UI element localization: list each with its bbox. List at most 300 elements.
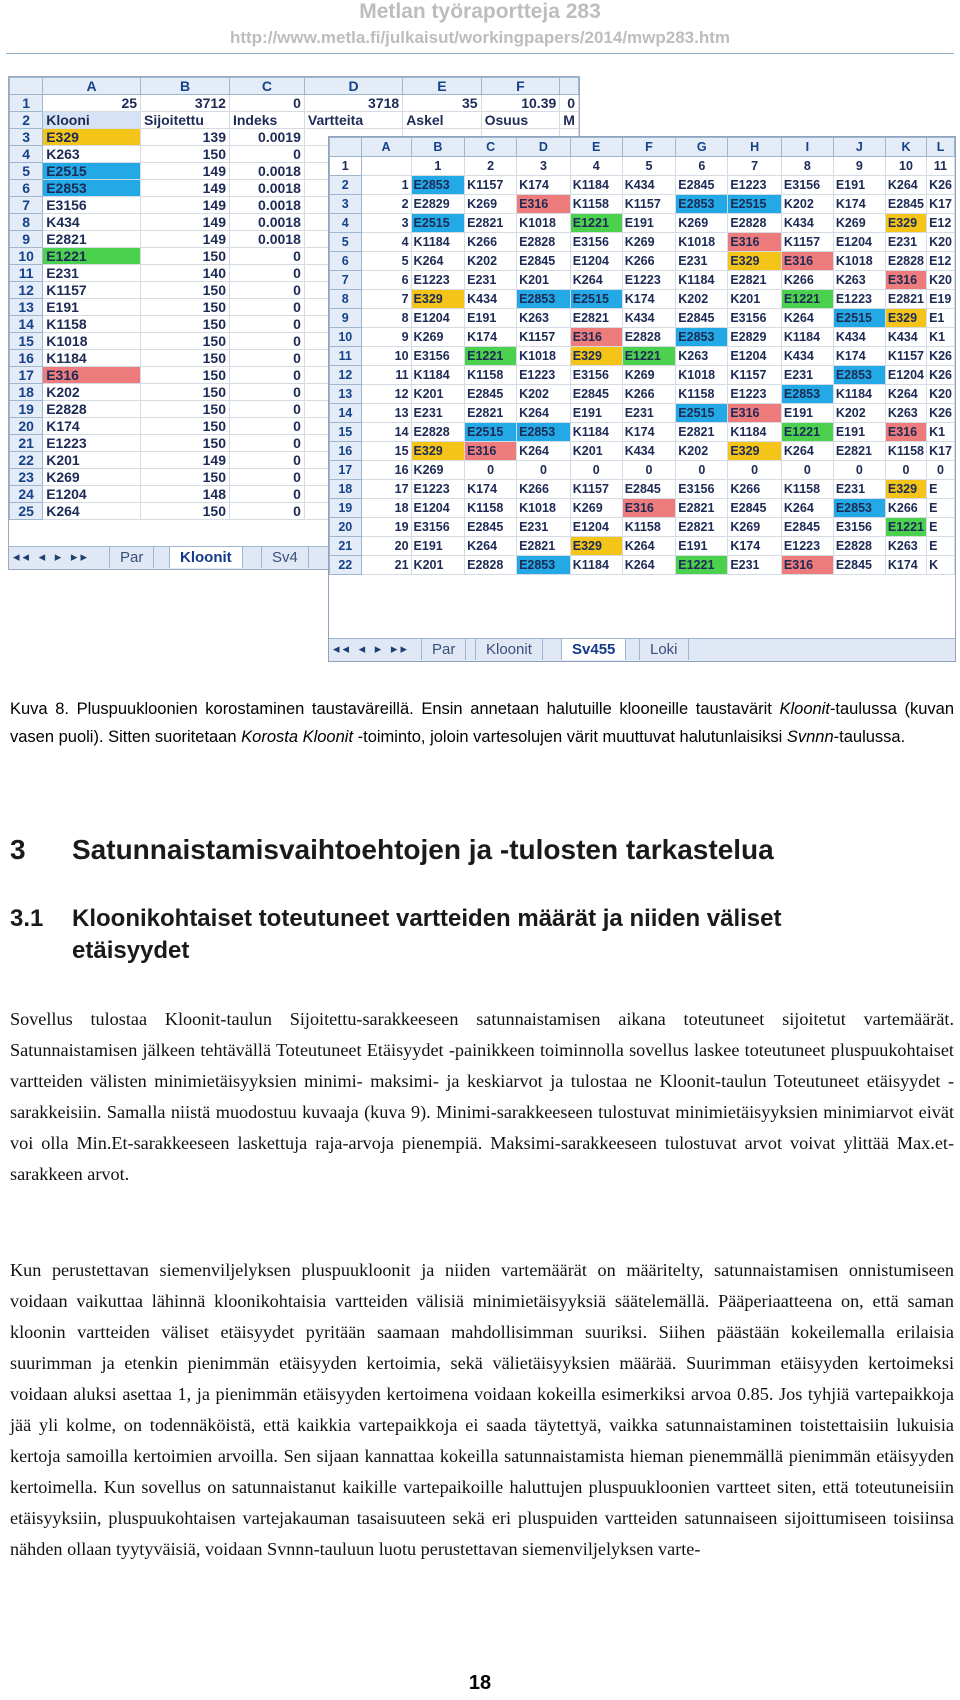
- sheet1-tab-par[interactable]: Par: [109, 547, 154, 568]
- sheet2-cell[interactable]: K266: [517, 480, 571, 499]
- sheet1-cell[interactable]: 150: [141, 146, 230, 163]
- sheet2-cell[interactable]: K174: [885, 556, 926, 575]
- sheet2-column-header[interactable]: I: [781, 138, 833, 157]
- sheet2-cell[interactable]: K201: [411, 556, 465, 575]
- sheet2-index-cell[interactable]: 11: [361, 366, 411, 385]
- sheet2-cell[interactable]: K174: [622, 423, 676, 442]
- sheet1-tab-nav-arrows[interactable]: ◂◂ ◂ ▸ ▸▸: [13, 549, 90, 564]
- sheet2-cell[interactable]: K266: [622, 385, 676, 404]
- sheet1-cell[interactable]: K263: [43, 146, 141, 163]
- sheet2-cell[interactable]: E2853: [411, 176, 465, 195]
- sheet2-cell[interactable]: E316: [885, 423, 926, 442]
- sheet2-cell[interactable]: E316: [885, 271, 926, 290]
- sheet2-index-cell[interactable]: 16: [361, 461, 411, 480]
- sheet1-cell[interactable]: Indeks: [229, 112, 304, 129]
- sheet2-cell[interactable]: E1223: [517, 366, 571, 385]
- sheet2-cell[interactable]: E2821: [885, 290, 926, 309]
- sheet1-row-header[interactable]: 23: [10, 469, 43, 486]
- sheet1-cell[interactable]: 3718: [304, 95, 402, 112]
- sheet2-cell[interactable]: E316: [465, 442, 517, 461]
- sheet2-cell[interactable]: K264: [885, 176, 926, 195]
- sheet2-cell[interactable]: E329: [570, 347, 622, 366]
- sheet2-index-cell[interactable]: 12: [361, 385, 411, 404]
- sheet1-row-header[interactable]: 9: [10, 231, 43, 248]
- sheet2-column-header[interactable]: C: [465, 138, 517, 157]
- sheet2-cell[interactable]: K1184: [411, 366, 465, 385]
- sheet2-cell[interactable]: K20: [927, 385, 955, 404]
- sheet2-cell[interactable]: E2515: [411, 214, 465, 233]
- sheet2-cell[interactable]: 0: [781, 461, 833, 480]
- sheet2-cell[interactable]: E316: [570, 328, 622, 347]
- sheet2-column-header[interactable]: G: [676, 138, 728, 157]
- sheet1-cell[interactable]: 149: [141, 180, 230, 197]
- sheet2-cell[interactable]: E1: [927, 309, 955, 328]
- sheet2-cell[interactable]: K264: [465, 537, 517, 556]
- sheet2-cell[interactable]: K17: [927, 442, 955, 461]
- sheet2-row-header[interactable]: 2: [330, 176, 362, 195]
- sheet1-cell[interactable]: E1221: [43, 248, 141, 265]
- sheet1-cell[interactable]: Osuus: [481, 112, 560, 129]
- sheet2-cell[interactable]: E231: [833, 480, 885, 499]
- sheet2-cell[interactable]: E2845: [570, 385, 622, 404]
- sheet1-row-header[interactable]: 20: [10, 418, 43, 435]
- sheet2-cell[interactable]: E2845: [465, 385, 517, 404]
- sheet2-cell[interactable]: K1157: [781, 233, 833, 252]
- sheet1-cell[interactable]: Sijoitettu: [141, 112, 230, 129]
- sheet2-cell[interactable]: K264: [781, 499, 833, 518]
- sheet1-cell[interactable]: 150: [141, 384, 230, 401]
- sheet2-cell[interactable]: K434: [622, 442, 676, 461]
- sheet2-row-header[interactable]: 1: [330, 157, 362, 176]
- sheet2-row-header[interactable]: 8: [330, 290, 362, 309]
- sheet2-cell[interactable]: E2515: [465, 423, 517, 442]
- sheet2-cell[interactable]: K201: [728, 290, 782, 309]
- sheet1-cell[interactable]: 150: [141, 333, 230, 350]
- sheet2-cell[interactable]: K1018: [676, 366, 728, 385]
- sheet2-index-cell[interactable]: 7: [361, 290, 411, 309]
- sheet2-cell[interactable]: K1157: [728, 366, 782, 385]
- sheet2-cell[interactable]: E1204: [570, 518, 622, 537]
- sheet2-cell[interactable]: E1204: [833, 233, 885, 252]
- sheet1-row-header[interactable]: 5: [10, 163, 43, 180]
- sheet1-row-header[interactable]: 3: [10, 129, 43, 146]
- sheet1-cell[interactable]: 139: [141, 129, 230, 146]
- sheet2-cell[interactable]: K269: [411, 328, 465, 347]
- sheet2-cell[interactable]: E1221: [781, 423, 833, 442]
- sheet2-index-cell[interactable]: 2: [465, 157, 517, 176]
- sheet2-row-header[interactable]: 12: [330, 366, 362, 385]
- sheet1-cell[interactable]: 0: [229, 503, 304, 520]
- sheet1-cell[interactable]: E316: [43, 367, 141, 384]
- sheet2-cell[interactable]: K264: [781, 442, 833, 461]
- sheet2-cell[interactable]: K1158: [465, 499, 517, 518]
- sheet1-cell[interactable]: 150: [141, 248, 230, 265]
- sheet2-cell[interactable]: E2853: [833, 499, 885, 518]
- sheet2-cell[interactable]: K202: [833, 404, 885, 423]
- sheet2-cell[interactable]: K201: [411, 385, 465, 404]
- sheet2-cell[interactable]: 0: [885, 461, 926, 480]
- sheet2-cell[interactable]: E1221: [781, 290, 833, 309]
- sheet2-cell[interactable]: E2821: [676, 423, 728, 442]
- sheet2-cell[interactable]: E: [927, 537, 955, 556]
- sheet1-cell[interactable]: 150: [141, 469, 230, 486]
- sheet2-cell[interactable]: K269: [411, 461, 465, 480]
- sheet2-cell[interactable]: E2853: [517, 556, 571, 575]
- sheet1-cell[interactable]: 149: [141, 197, 230, 214]
- sheet1-column-header[interactable]: D: [304, 78, 402, 95]
- sheet1-cell[interactable]: 149: [141, 452, 230, 469]
- sheet2-cell[interactable]: K1158: [676, 385, 728, 404]
- sheet2-cell[interactable]: K269: [465, 195, 517, 214]
- sheet2-cell[interactable]: K202: [465, 252, 517, 271]
- sheet1-cell[interactable]: E3156: [43, 197, 141, 214]
- sheet1-cell[interactable]: K1158: [43, 316, 141, 333]
- sheet2-index-cell[interactable]: 9: [361, 328, 411, 347]
- sheet2-cell[interactable]: 0: [465, 461, 517, 480]
- sheet1-row-header[interactable]: 10: [10, 248, 43, 265]
- sheet2-cell[interactable]: K1157: [465, 176, 517, 195]
- sheet2-cell[interactable]: K263: [885, 537, 926, 556]
- sheet2-cell[interactable]: K434: [622, 309, 676, 328]
- sheet1-cell[interactable]: 150: [141, 367, 230, 384]
- sheet2-cell[interactable]: E2845: [676, 176, 728, 195]
- sheet2-cell[interactable]: E2853: [781, 385, 833, 404]
- sheet2-column-header[interactable]: H: [728, 138, 782, 157]
- sheet1-row-header[interactable]: 6: [10, 180, 43, 197]
- sheet2-cell[interactable]: E2515: [570, 290, 622, 309]
- sheet2-cell[interactable]: E329: [728, 442, 782, 461]
- sheet1-column-header[interactable]: A: [43, 78, 141, 95]
- sheet2-index-cell[interactable]: 3: [361, 214, 411, 233]
- sheet2-row-header[interactable]: 11: [330, 347, 362, 366]
- sheet2-cell[interactable]: E231: [676, 252, 728, 271]
- sheet2-cell[interactable]: E231: [781, 366, 833, 385]
- sheet2-cell[interactable]: E2828: [465, 556, 517, 575]
- sheet2-cell[interactable]: E3156: [781, 176, 833, 195]
- sheet1-cell[interactable]: 0: [229, 95, 304, 112]
- sheet1-cell[interactable]: K264: [43, 503, 141, 520]
- sheet1-cell[interactable]: 150: [141, 299, 230, 316]
- sheet1-cell[interactable]: E191: [43, 299, 141, 316]
- sheet2-cell[interactable]: K434: [833, 328, 885, 347]
- sheet2-index-cell[interactable]: 18: [361, 499, 411, 518]
- sheet2-cell[interactable]: E2821: [465, 404, 517, 423]
- sheet1-row-header[interactable]: 7: [10, 197, 43, 214]
- sheet2-cell[interactable]: K1158: [570, 195, 622, 214]
- sheet2-row-header[interactable]: 13: [330, 385, 362, 404]
- sheet2-cell[interactable]: K174: [833, 195, 885, 214]
- sheet2-cell[interactable]: K26: [927, 366, 955, 385]
- sheet1-row-header[interactable]: 24: [10, 486, 43, 503]
- sheet1-cell[interactable]: 150: [141, 418, 230, 435]
- sheet1-cell[interactable]: 0.0019: [229, 129, 304, 146]
- sheet2-index-cell[interactable]: 4: [361, 233, 411, 252]
- sheet2-cell[interactable]: K174: [622, 290, 676, 309]
- sheet2-cell[interactable]: K264: [622, 537, 676, 556]
- sheet1-row-header[interactable]: 19: [10, 401, 43, 418]
- sheet1-row-header[interactable]: 16: [10, 350, 43, 367]
- sheet2-cell[interactable]: E1221: [465, 347, 517, 366]
- sheet2-index-cell[interactable]: 19: [361, 518, 411, 537]
- sheet1-cell[interactable]: K269: [43, 469, 141, 486]
- sheet2-cell[interactable]: [361, 157, 411, 176]
- sheet2-index-cell[interactable]: 8: [781, 157, 833, 176]
- sheet2-column-header[interactable]: K: [885, 138, 926, 157]
- sheet1-cell[interactable]: E329: [43, 129, 141, 146]
- sheet2-cell[interactable]: E3156: [728, 309, 782, 328]
- sheet2-cell[interactable]: E316: [781, 252, 833, 271]
- sheet2-cell[interactable]: K434: [465, 290, 517, 309]
- sheet2-cell[interactable]: 0: [927, 461, 955, 480]
- sheet2-cell[interactable]: K26: [927, 347, 955, 366]
- sheet2-cell[interactable]: K434: [622, 176, 676, 195]
- sheet2-cell[interactable]: E191: [411, 537, 465, 556]
- sheet2-cell[interactable]: E2515: [676, 404, 728, 423]
- sheet2-cell[interactable]: K1158: [622, 518, 676, 537]
- sheet2-index-cell[interactable]: 21: [361, 556, 411, 575]
- sheet1-cell[interactable]: 150: [141, 401, 230, 418]
- sheet1-cell[interactable]: K1157: [43, 282, 141, 299]
- sheet2-cell[interactable]: E1221: [885, 518, 926, 537]
- sheet2-cell[interactable]: E2845: [781, 518, 833, 537]
- sheet1-row-header[interactable]: 25: [10, 503, 43, 520]
- sheet1-cell[interactable]: 150: [141, 503, 230, 520]
- sheet2-cell[interactable]: E2515: [728, 195, 782, 214]
- sheet2-cell[interactable]: K263: [676, 347, 728, 366]
- sheet2-cell[interactable]: K174: [465, 480, 517, 499]
- sheet2-cell[interactable]: E2821: [833, 442, 885, 461]
- sheet1-cell[interactable]: E2853: [43, 180, 141, 197]
- sheet1-cell[interactable]: 0: [229, 418, 304, 435]
- sheet2-cell[interactable]: E2845: [676, 309, 728, 328]
- sheet2-column-header[interactable]: B: [411, 138, 465, 157]
- sheet1-column-header[interactable]: E: [403, 78, 481, 95]
- sheet1-cell[interactable]: 140: [141, 265, 230, 282]
- sheet2-cell[interactable]: E2853: [833, 366, 885, 385]
- sheet1-cell[interactable]: 0: [229, 469, 304, 486]
- sheet1-cell[interactable]: 25: [43, 95, 141, 112]
- sheet2-cell[interactable]: K1184: [676, 271, 728, 290]
- sheet1-row-header[interactable]: 1: [10, 95, 43, 112]
- sheet2-index-cell[interactable]: 5: [622, 157, 676, 176]
- sheet2-row-header[interactable]: 4: [330, 214, 362, 233]
- sheet1-cell[interactable]: 0: [560, 95, 579, 112]
- sheet1-cell[interactable]: K201: [43, 452, 141, 469]
- sheet1-cell[interactable]: 150: [141, 282, 230, 299]
- sheet2-cell[interactable]: 0: [833, 461, 885, 480]
- sheet2-cell[interactable]: E316: [728, 404, 782, 423]
- sheet2-index-cell[interactable]: 20: [361, 537, 411, 556]
- sheet2-cell[interactable]: E: [927, 480, 955, 499]
- sheet2-cell[interactable]: E329: [885, 214, 926, 233]
- sheet2-cell[interactable]: E2845: [833, 556, 885, 575]
- sheet2-cell[interactable]: K20: [927, 233, 955, 252]
- sheet2-cell[interactable]: E2515: [833, 309, 885, 328]
- sheet2-row-header[interactable]: 22: [330, 556, 362, 575]
- sheet2-cell[interactable]: K174: [833, 347, 885, 366]
- sheet2-cell[interactable]: E2821: [517, 537, 571, 556]
- sheet1-column-header[interactable]: [560, 78, 579, 95]
- sheet2-cell[interactable]: K263: [517, 309, 571, 328]
- sheet2-row-header[interactable]: 5: [330, 233, 362, 252]
- sheet2-cell[interactable]: K263: [833, 271, 885, 290]
- sheet1-cell[interactable]: 0: [229, 146, 304, 163]
- sheet2-tab-kloonit[interactable]: Kloonit: [475, 639, 543, 660]
- sheet2-cell[interactable]: E2828: [728, 214, 782, 233]
- sheet2-index-cell[interactable]: 11: [927, 157, 955, 176]
- sheet2-cell[interactable]: K202: [517, 385, 571, 404]
- sheet2-cell[interactable]: K269: [676, 214, 728, 233]
- sheet2-index-cell[interactable]: 3: [517, 157, 571, 176]
- sheet2-cell[interactable]: K202: [676, 290, 728, 309]
- sheet2-cell[interactable]: K269: [570, 499, 622, 518]
- sheet2-cell[interactable]: E1221: [622, 347, 676, 366]
- sheet1-cell[interactable]: 0: [229, 435, 304, 452]
- sheet1-cell[interactable]: Klooni: [43, 112, 141, 129]
- sheet2-cell[interactable]: K1157: [570, 480, 622, 499]
- sheet2-cell[interactable]: E329: [728, 252, 782, 271]
- sheet2-row-header[interactable]: 19: [330, 499, 362, 518]
- sheet1-row-header[interactable]: 4: [10, 146, 43, 163]
- sheet2-cell[interactable]: E191: [781, 404, 833, 423]
- sheet1-row-header[interactable]: 2: [10, 112, 43, 129]
- sheet2-cell[interactable]: E1223: [411, 480, 465, 499]
- sheet2-index-cell[interactable]: 10: [361, 347, 411, 366]
- sheet1-cell[interactable]: E2828: [43, 401, 141, 418]
- sheet2-cell[interactable]: E231: [465, 271, 517, 290]
- sheet1-cell[interactable]: 150: [141, 350, 230, 367]
- sheet1-cell[interactable]: 0.0018: [229, 214, 304, 231]
- sheet2-cell[interactable]: E2821: [676, 518, 728, 537]
- sheet2-cell[interactable]: E1204: [728, 347, 782, 366]
- sheet2-row-header[interactable]: 3: [330, 195, 362, 214]
- sheet2-index-cell[interactable]: 10: [885, 157, 926, 176]
- sheet2-cell[interactable]: E1223: [728, 385, 782, 404]
- sheet2-cell[interactable]: E: [927, 499, 955, 518]
- sheet1-cell[interactable]: 0: [229, 282, 304, 299]
- sheet2-cell[interactable]: E2821: [465, 214, 517, 233]
- sheet2-index-cell[interactable]: 2: [361, 195, 411, 214]
- sheet2-cell[interactable]: K26: [927, 404, 955, 423]
- sheet2-cell[interactable]: E191: [622, 214, 676, 233]
- sheet2-cell[interactable]: E: [927, 518, 955, 537]
- sheet2-cell[interactable]: E231: [517, 518, 571, 537]
- sheet2-cell[interactable]: E2821: [676, 499, 728, 518]
- sheet2-row-header[interactable]: 6: [330, 252, 362, 271]
- sheet2-row-header[interactable]: 9: [330, 309, 362, 328]
- sheet2-cell[interactable]: E191: [676, 537, 728, 556]
- sheet2-cell[interactable]: E1223: [411, 271, 465, 290]
- sheet1-cell[interactable]: 0: [229, 248, 304, 265]
- sheet2-index-cell[interactable]: 6: [676, 157, 728, 176]
- sheet2-column-header[interactable]: J: [833, 138, 885, 157]
- sheet2-cell[interactable]: K1184: [411, 233, 465, 252]
- sheet2-cell[interactable]: 0: [676, 461, 728, 480]
- sheet1-cell[interactable]: 0.0018: [229, 163, 304, 180]
- sheet2-cell[interactable]: K174: [465, 328, 517, 347]
- sheet2-cell[interactable]: K1018: [517, 347, 571, 366]
- sheet2-cell[interactable]: 0: [570, 461, 622, 480]
- sheet2-tab-sv455[interactable]: Sv455: [561, 639, 626, 660]
- sheet2-cell[interactable]: E3156: [833, 518, 885, 537]
- sheet2-cell[interactable]: E1223: [781, 537, 833, 556]
- sheet2-cell[interactable]: K266: [728, 480, 782, 499]
- sheet1-row-header[interactable]: 18: [10, 384, 43, 401]
- sheet1-cell[interactable]: Askel: [403, 112, 481, 129]
- sheet2-cell[interactable]: K1158: [465, 366, 517, 385]
- sheet2-cell[interactable]: K1: [927, 423, 955, 442]
- sheet2-cell[interactable]: K269: [728, 518, 782, 537]
- sheet2-cell[interactable]: K20: [927, 271, 955, 290]
- sheet2-cell[interactable]: K434: [885, 328, 926, 347]
- sheet2-cell[interactable]: E316: [781, 556, 833, 575]
- sheet2-row-header[interactable]: 15: [330, 423, 362, 442]
- sheet1-cell[interactable]: 149: [141, 231, 230, 248]
- sheet2-cell[interactable]: E1204: [570, 252, 622, 271]
- sheet2-row-header[interactable]: 10: [330, 328, 362, 347]
- sheet1-cell[interactable]: 0.0018: [229, 197, 304, 214]
- sheet2-cell[interactable]: K201: [517, 271, 571, 290]
- sheet1-cell[interactable]: 149: [141, 214, 230, 231]
- sheet2-cell[interactable]: K434: [781, 347, 833, 366]
- sheet2-cell[interactable]: 0: [728, 461, 782, 480]
- sheet1-cell[interactable]: 0: [229, 350, 304, 367]
- sheet1-cell[interactable]: 0: [229, 333, 304, 350]
- sheet2-cell[interactable]: K1018: [676, 233, 728, 252]
- sheet2-cell[interactable]: K1018: [517, 499, 571, 518]
- sheet2-cell[interactable]: E329: [885, 480, 926, 499]
- sheet2-cell[interactable]: E231: [728, 556, 782, 575]
- sheet2-cell[interactable]: K202: [676, 442, 728, 461]
- sheet2-cell[interactable]: E329: [570, 537, 622, 556]
- sheet2-cell[interactable]: K1018: [833, 252, 885, 271]
- sheet2-cell[interactable]: E1204: [885, 366, 926, 385]
- sheet1-row-header[interactable]: 17: [10, 367, 43, 384]
- sheet2-index-cell[interactable]: 5: [361, 252, 411, 271]
- sheet2-index-cell[interactable]: 1: [411, 157, 465, 176]
- sheet2-row-header[interactable]: 7: [330, 271, 362, 290]
- sheet1-row-header[interactable]: 22: [10, 452, 43, 469]
- sheet1-row-header[interactable]: 8: [10, 214, 43, 231]
- sheet1-cell[interactable]: 0: [229, 401, 304, 418]
- sheet1-cell[interactable]: 0: [229, 384, 304, 401]
- sheet2-cell[interactable]: E3156: [570, 233, 622, 252]
- sheet2-row-header[interactable]: 21: [330, 537, 362, 556]
- sheet1-cell[interactable]: E1204: [43, 486, 141, 503]
- sheet1-row-header[interactable]: 15: [10, 333, 43, 350]
- sheet2-cell[interactable]: K1018: [517, 214, 571, 233]
- sheet2-column-header[interactable]: A: [361, 138, 411, 157]
- sheet2-cell[interactable]: E3156: [411, 518, 465, 537]
- sheet2-cell[interactable]: K269: [622, 233, 676, 252]
- sheet2-cell[interactable]: E329: [885, 309, 926, 328]
- sheet1-cell[interactable]: 3712: [141, 95, 230, 112]
- sheet1-tab-sv4[interactable]: Sv4: [261, 547, 309, 568]
- sheet2-cell[interactable]: E2829: [411, 195, 465, 214]
- sheet1-cell[interactable]: E1223: [43, 435, 141, 452]
- sheet1-cell[interactable]: E2821: [43, 231, 141, 248]
- sheet1-cell[interactable]: 150: [141, 435, 230, 452]
- sheet1-cell[interactable]: E2515: [43, 163, 141, 180]
- sheet2-row-header[interactable]: 17: [330, 461, 362, 480]
- sheet2-index-cell[interactable]: 6: [361, 271, 411, 290]
- sheet2-cell[interactable]: E191: [570, 404, 622, 423]
- sheet2-cell[interactable]: K1158: [885, 442, 926, 461]
- sheet2-cell[interactable]: E2845: [517, 252, 571, 271]
- sheet2-cell[interactable]: K264: [781, 309, 833, 328]
- sheet2-cell[interactable]: K1157: [517, 328, 571, 347]
- sheet1-row-header[interactable]: 11: [10, 265, 43, 282]
